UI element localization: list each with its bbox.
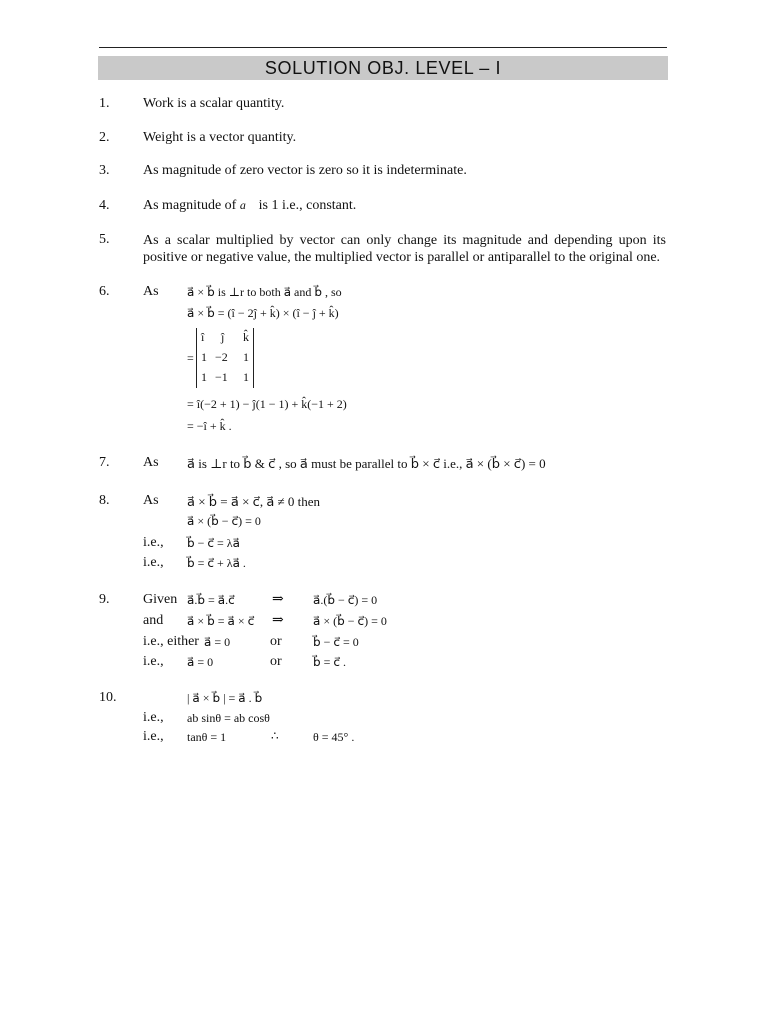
- ie-label: i.e.,: [143, 555, 164, 570]
- det-cell: k̂: [243, 330, 249, 344]
- det-cell: 1: [243, 370, 249, 384]
- math-line: a⃗ × (b⃗ − c⃗) = 0: [187, 514, 261, 528]
- row-left: i.e., either: [143, 634, 199, 649]
- math-line: a⃗ × (b⃗ − c⃗) = 0: [313, 614, 387, 628]
- implies-symbol: ⇒: [272, 592, 284, 607]
- row-left: i.e.,: [143, 654, 164, 669]
- determinant: [196, 328, 254, 388]
- therefore-symbol: ∴: [271, 729, 279, 743]
- title-bar: [98, 56, 668, 80]
- row-left: Given: [143, 592, 178, 607]
- math-line: a⃗.b⃗ = a⃗.c⃗: [187, 593, 235, 607]
- item-number: 10.: [99, 690, 117, 705]
- math-line: = −î + k̂ .: [187, 419, 232, 433]
- math-line: ab sinθ = ab cosθ: [187, 711, 270, 725]
- det-cell: 1: [201, 350, 207, 364]
- math-vector: a⃗: [239, 198, 256, 212]
- item-label: As: [143, 493, 159, 508]
- item-number: 4.: [99, 198, 110, 213]
- or-text: or: [270, 634, 282, 649]
- math-line: a⃗ × b⃗ = a⃗ × c⃗, a⃗ ≠ 0 then: [187, 494, 321, 509]
- math-line: a⃗ × b⃗ = (î − 2ĵ + k̂) × (î − ĵ + k̂): [187, 306, 339, 320]
- item-text-pre: As magnitude of: [143, 198, 237, 213]
- implies-symbol: ⇒: [272, 613, 284, 628]
- page-title: SOLUTION OBJ. LEVEL – I: [264, 57, 502, 78]
- item-text: Work is a scalar quantity.: [143, 96, 285, 111]
- math-line: a⃗ is ⊥r to b⃗ & c⃗ , so a⃗ must be parallel to b⃗ × c⃗ i.e., a⃗ × (b⃗ × c⃗) = 0: [187, 456, 546, 471]
- item-text: [143, 198, 356, 214]
- item-number: 7.: [99, 455, 110, 470]
- item-number: 8.: [99, 493, 110, 508]
- item-number: 6.: [99, 284, 110, 299]
- determinant-equals: =: [187, 351, 194, 365]
- math-line: b⃗ = c⃗ .: [313, 655, 346, 669]
- item-text: As a scalar multiplied by vector can only change its magnitude and depending upon its positive or negative value, the multiplied vector is parallel or antiparallel to the original one.: [143, 233, 666, 265]
- math-line: a⃗ × b⃗ = a⃗ × c⃗: [187, 614, 255, 628]
- math-line: b⃗ − c⃗ = 0: [313, 635, 359, 649]
- item-text: As magnitude of zero vector is zero so it is indeterminate.: [143, 163, 467, 178]
- math-line: a⃗.(b⃗ − c⃗) = 0: [313, 593, 378, 607]
- ie-label: i.e.,: [143, 729, 164, 744]
- math-line: a⃗ = 0: [187, 655, 214, 669]
- item-label: As: [143, 455, 159, 470]
- item-text: Weight is a vector quantity.: [143, 130, 297, 145]
- item-text-post: is 1 i.e., constant.: [258, 198, 357, 213]
- math-line: = î(−2 + 1) − ĵ(1 − 1) + k̂(−1 + 2): [187, 397, 347, 411]
- item-number: 3.: [99, 163, 110, 178]
- math-line: b⃗ − c⃗ = λa⃗: [187, 536, 240, 550]
- top-rule: [99, 47, 667, 48]
- math-line: tanθ = 1: [187, 730, 227, 744]
- math-line: a⃗ × b⃗ is ⊥r to both a⃗ and b⃗ , so: [187, 285, 342, 299]
- math-line: b⃗ = c⃗ + λa⃗ .: [187, 556, 246, 570]
- det-cell: −1: [215, 370, 228, 384]
- det-cell: −2: [215, 350, 228, 364]
- item-number: 1.: [99, 96, 110, 111]
- item-number: 2.: [99, 130, 110, 145]
- det-cell: î: [201, 330, 205, 344]
- math-line: θ = 45° .: [313, 730, 355, 744]
- item-number: 5.: [99, 232, 110, 247]
- item-label: As: [143, 284, 159, 299]
- or-text: or: [270, 654, 282, 669]
- det-cell: ĵ: [221, 330, 225, 344]
- det-cell: 1: [243, 350, 249, 364]
- det-cell: 1: [201, 370, 207, 384]
- ie-label: i.e.,: [143, 535, 164, 550]
- ie-label: i.e.,: [143, 710, 164, 725]
- math-line: a⃗ = 0: [204, 635, 231, 649]
- item-number: 9.: [99, 592, 110, 607]
- row-left: and: [143, 613, 164, 628]
- math-line: | a⃗ × b⃗ | = a⃗ . b⃗: [187, 691, 263, 705]
